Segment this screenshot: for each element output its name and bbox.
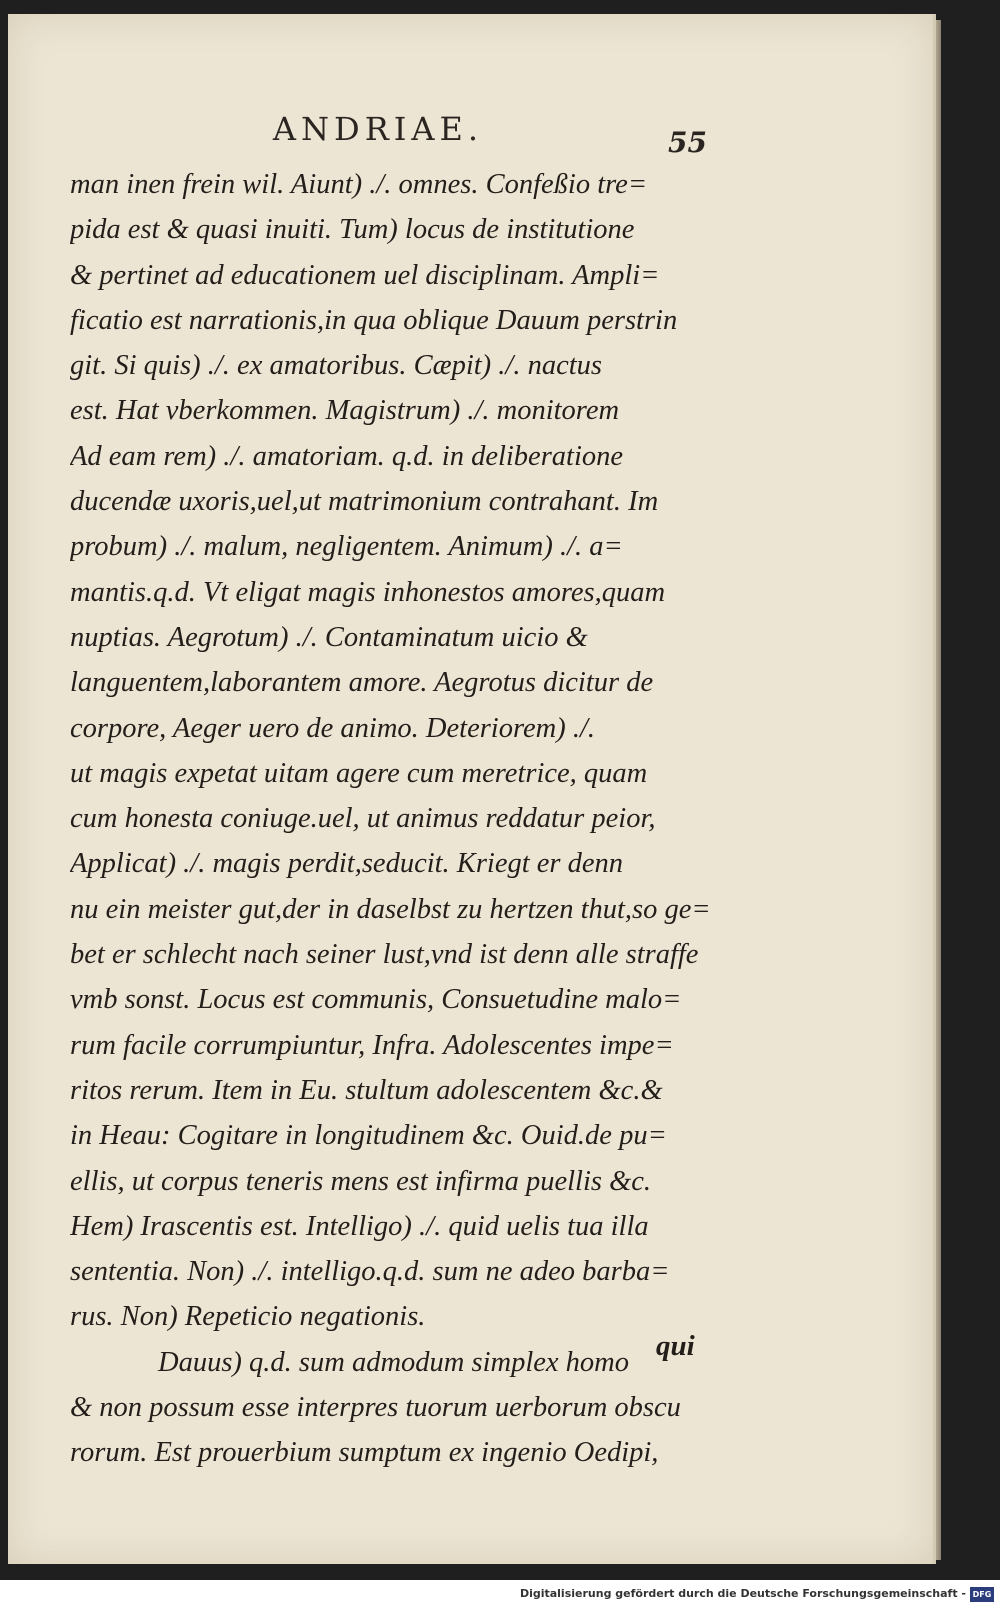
- text-line: Hem) Irascentis est. Intelligo) ./. quid uelis tua illa: [70, 1210, 649, 1242]
- text-line: ducendæ uxoris,uel,ut matrimonium contrahant. Im: [70, 486, 659, 518]
- text-line: ritos rerum. Item in Eu. stultum adolescentem &c.&: [70, 1074, 663, 1106]
- text-line: rus. Non) Repeticio negationis.: [70, 1301, 426, 1333]
- text-line: languentem,laborantem amore. Aegrotus dicitur de: [70, 667, 654, 699]
- text-line: git. Si quis) ./. ex amatoribus. Cæpit) ./. nactus: [70, 350, 602, 382]
- running-head: ANDRIAE.: [272, 110, 484, 148]
- text-line-indented: Dauus) q.d. sum admodum simplex homo: [158, 1346, 630, 1378]
- text-line: & pertinet ad educationem uel disciplinam. Ampli=: [70, 259, 660, 291]
- dfg-logo: DFG: [970, 1587, 994, 1602]
- text-line: probum) ./. malum, negligentem. Animum) ./. a=: [70, 531, 623, 563]
- text-line: rum facile corrumpiuntur, Infra. Adolescentes impe=: [70, 1029, 674, 1061]
- page-number: 55: [668, 126, 707, 159]
- text-line: sententia. Non) ./. intelligo.q.d. sum ne adeo barba=: [70, 1256, 670, 1288]
- text-line: pida est & quasi inuiti. Tum) locus de institutione: [70, 214, 635, 246]
- text-line: rorum. Est prouerbium sumptum ex ingenio Oedipi,: [70, 1437, 659, 1469]
- text-line: & non possum esse interpres tuorum uerborum obscu: [70, 1392, 681, 1424]
- text-line: Applicat) ./. magis perdit,seducit. Kriegt er denn: [70, 848, 624, 880]
- text-line: est. Hat vberkommen. Magistrum) ./. monitorem: [70, 395, 620, 427]
- text-line: nuptias. Aegrotum) ./. Contaminatum uicio &: [70, 621, 588, 653]
- text-line: cum honesta coniuge.uel, ut animus reddatur peior,: [70, 803, 656, 835]
- text-line: bet er schlecht nach seiner lust,vnd ist denn alle straffe: [70, 939, 699, 971]
- text-line: man inen frein wil. Aiunt) ./. omnes. Confeßio tre=: [70, 169, 648, 200]
- funding-credit: Digitalisierung gefördert durch die Deutsche Forschungsgemeinschaft -: [519, 1587, 966, 1600]
- text-line: nu ein meister gut,der in daselbst zu hertzen thut,so ge=: [70, 893, 711, 925]
- body-text: [70, 162, 730, 1476]
- text-line: ellis, ut corpus teneris mens est infirma puellis &c.: [70, 1165, 652, 1197]
- book-page: [8, 14, 936, 1564]
- text-line: mantis.q.d. Vt eligat magis inhonestos amores,quam: [70, 576, 666, 608]
- catchword: qui: [656, 1330, 695, 1362]
- text-line: vmb sonst. Locus est communis, Consuetudine malo=: [70, 984, 682, 1016]
- text-line: corpore, Aeger uero de animo. Deteriorem) ./.: [70, 712, 596, 744]
- text-line: Ad eam rem) ./. amatoriam. q.d. in deliberatione: [70, 440, 624, 472]
- text-line: ut magis expetat uitam agere cum meretrice, quam: [70, 757, 648, 789]
- text-line: in Heau: Cogitare in longitudinem &c. Ouid.de pu=: [70, 1120, 667, 1152]
- footer-bar: [0, 1584, 1000, 1607]
- text-line: ficatio est narrationis,in qua oblique Dauum perstrin: [70, 304, 678, 336]
